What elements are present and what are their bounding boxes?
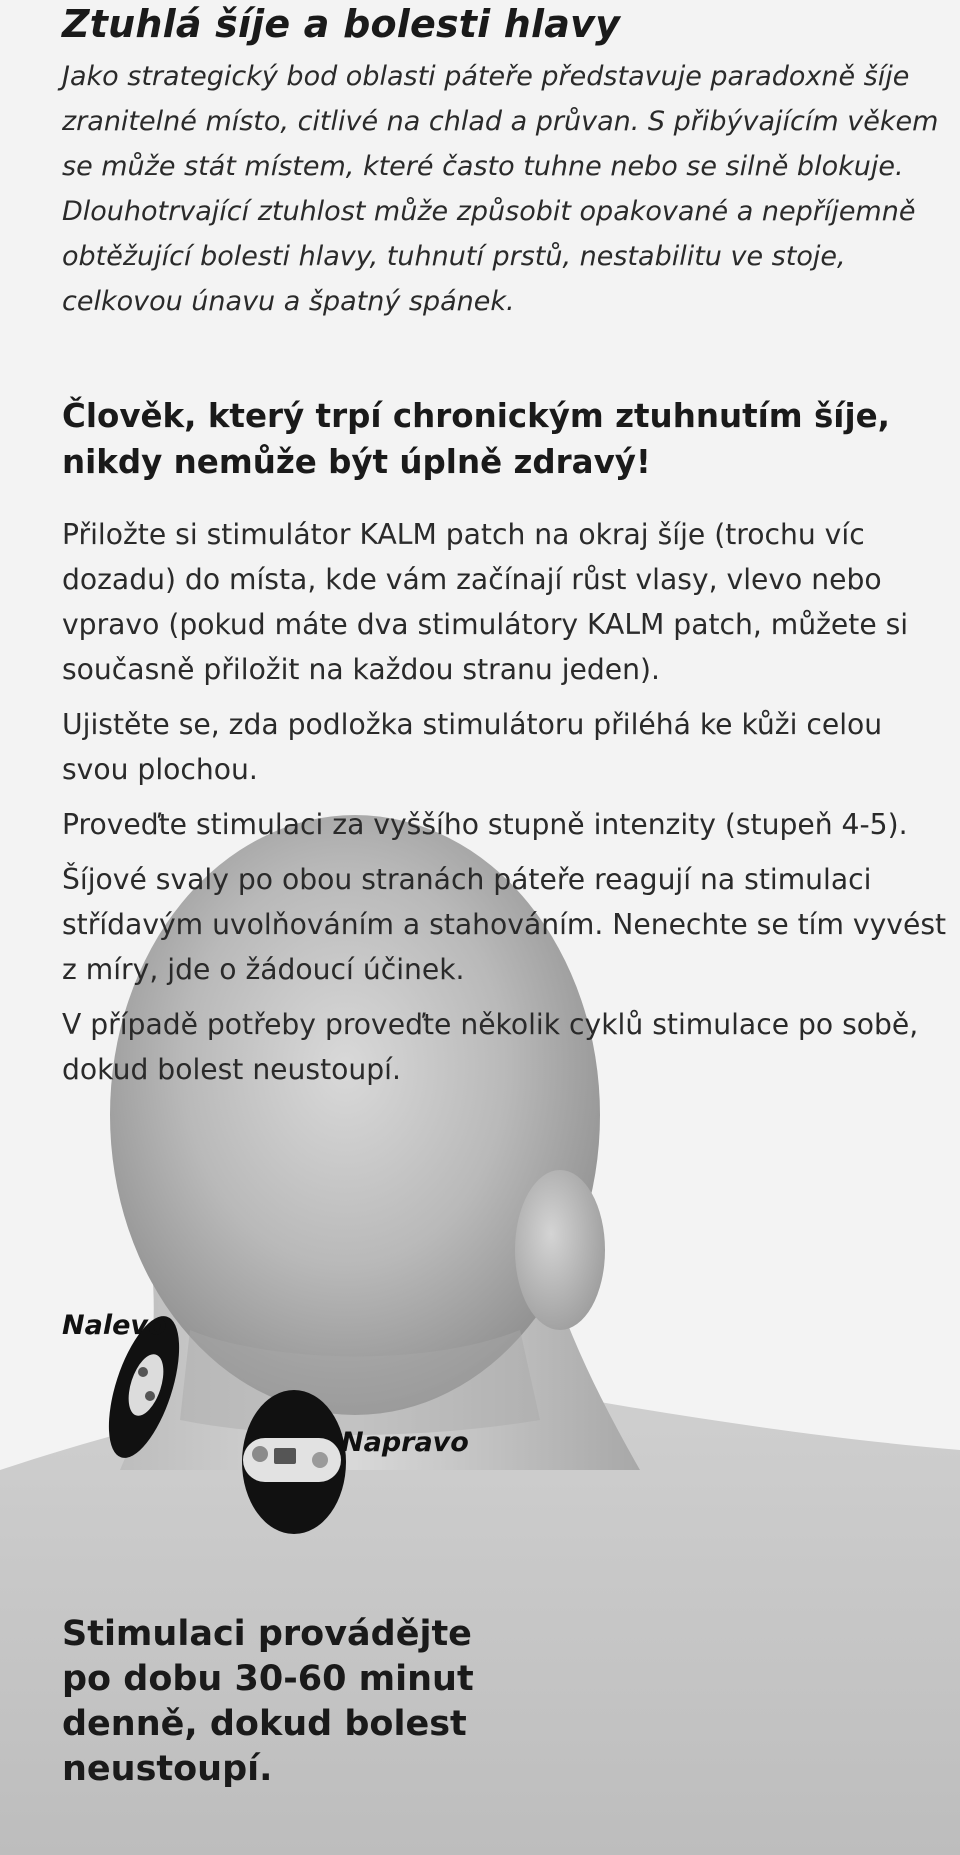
label-right: Napravo (341, 1427, 469, 1458)
label-left: Nalevo (62, 1310, 167, 1341)
instruction-step: Proveďte stimulaci za vyššího stupně intenzity (stupeň 4-5). (62, 808, 908, 841)
footer-note: Stimulaci provádějte po dobu 30-60 minut denně, dokud bolest neustoupí. (62, 1614, 474, 1789)
intro-paragraph: Jako strategický bod oblasti páteře představuje paradoxně šíje zranitelné místo, citlivé na chlad a průvan. S přibývajícím věkem se může stát místem, které často tuhne nebo se silně blokuje. Dlouhotrvající ztuhlost může způsobit opakované a nepříjemně obtěžující bolesti hlavy, tuhnutí prstů, nestabilitu ve stoje, celkovou únavu a špatný spánek. (62, 61, 939, 317)
headline: Člověk, který trpí chronickým ztuhnutím šíje, nikdy nemůže být úplně zdravý! (62, 397, 890, 481)
instruction-step: V případě potřeby proveďte několik cyklů stimulace po sobě, dokud bolest neustoupí. (62, 1008, 919, 1086)
article-title: Ztuhlá šíje a bolesti hlavy (62, 2, 621, 46)
instruction-list (62, 512, 957, 1102)
instruction-step: Ujistěte se, zda podložka stimulátoru přiléhá ke kůži celou svou plochou. (62, 708, 883, 786)
instruction-step: Šíjové svaly po obou stranách páteře reagují na stimulaci střídavým uvolňováním a stahováním. Nenechte se tím vyvést z míry, jde o žádoucí účinek. (62, 863, 947, 986)
instruction-step: Přiložte si stimulátor KALM patch na okraj šíje (trochu víc dozadu) do místa, kde vám začínají růst vlasy, vlevo nebo vpravo (pokud máte dva stimulátory KALM patch, můžete si současně přiložit na každou stranu jeden). (62, 518, 909, 686)
